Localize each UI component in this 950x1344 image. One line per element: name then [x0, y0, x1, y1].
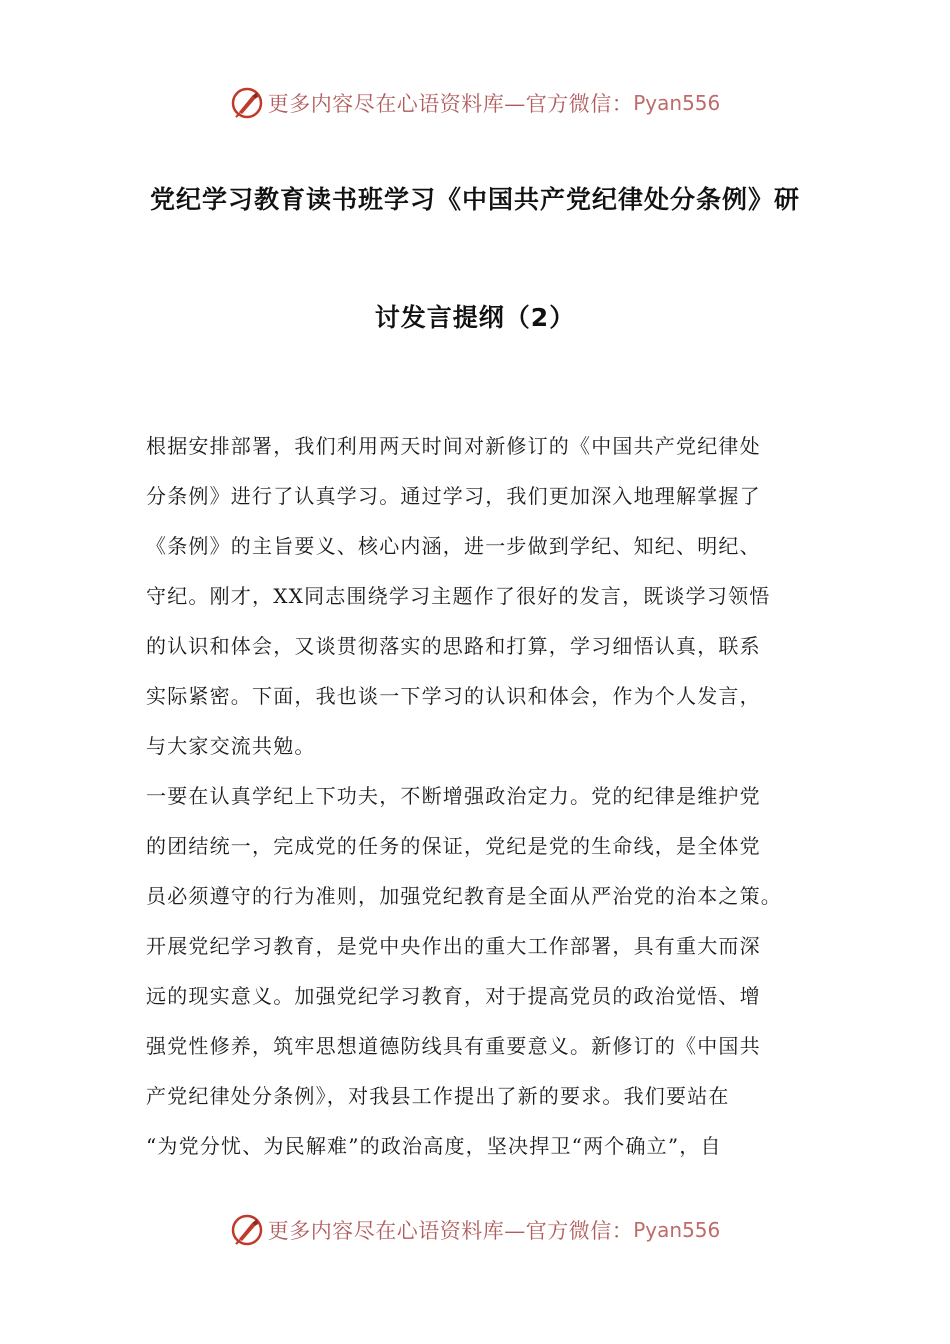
text-line: 实际紧密。下面，我也谈一下学习的认识和体会，作为个人发言，: [146, 684, 761, 708]
text-line: “为党分忧、为民解难”的政治高度，坚决捍卫“两个确立”，自: [146, 1134, 722, 1158]
pen-nib-icon: [230, 1213, 264, 1247]
header-watermark-banner: [0, 83, 950, 123]
banner-text: 更多内容尽在心语资料库—官方微信：: [267, 92, 634, 116]
footer-watermark-banner: [0, 1210, 950, 1250]
text-line: 分条例》进行了认真学习。通过学习，我们更加深入地理解掌握了: [146, 484, 761, 508]
document-title-line-2: 讨发言提纲（2）: [374, 303, 576, 332]
text-line: 《条例》的主旨要义、核心内涵，进一步做到学纪、知纪、明纪、: [146, 534, 761, 558]
text-line: 开展党纪学习教育，是党中央作出的重大工作部署，具有重大而深: [146, 934, 761, 958]
banner-wechat-id: Pyan556: [633, 1218, 721, 1242]
text-line: 远的现实意义。加强党纪学习教育，对于提高党员的政治觉悟、增: [146, 984, 761, 1008]
pen-nib-icon: [230, 86, 264, 120]
paragraph-1: [146, 421, 816, 771]
text-line: 的认识和体会，又谈贯彻落实的思路和打算，学习细悟认真，联系: [146, 634, 761, 658]
text-line: 产党纪律处分条例》，对我县工作提出了新的要求。我们要站在: [146, 1084, 730, 1108]
text-line: 一要在认真学纪上下功夫，不断增强政治定力。党的纪律是维护党: [146, 784, 761, 808]
text-line: 员必须遵守的行为准则，加强党纪教育是全面从严治党的治本之策。: [146, 884, 782, 908]
text-line: 守纪。刚才，XX同志围绕学习主题作了很好的发言，既谈学习领悟: [146, 584, 771, 608]
text-line: 根据安排部署，我们利用两天时间对新修订的《中国共产党纪律处: [146, 434, 761, 458]
text-line: 与大家交流共勉。: [146, 734, 316, 758]
document-body: [146, 421, 816, 1171]
text-line: 的团结统一，完成党的任务的保证，党纪是党的生命线，是全体党: [146, 834, 761, 858]
paragraph-2: [146, 771, 816, 1171]
text-line: 强党性修养，筑牢思想道德防线具有重要意义。新修订的《中国共: [146, 1034, 761, 1058]
banner-wechat-id: Pyan556: [633, 91, 721, 115]
document-title-line-1: 党纪学习教育读书班学习《中国共产党纪律处分条例》研: [149, 185, 800, 214]
banner-text: 更多内容尽在心语资料库—官方微信：: [267, 1219, 634, 1243]
